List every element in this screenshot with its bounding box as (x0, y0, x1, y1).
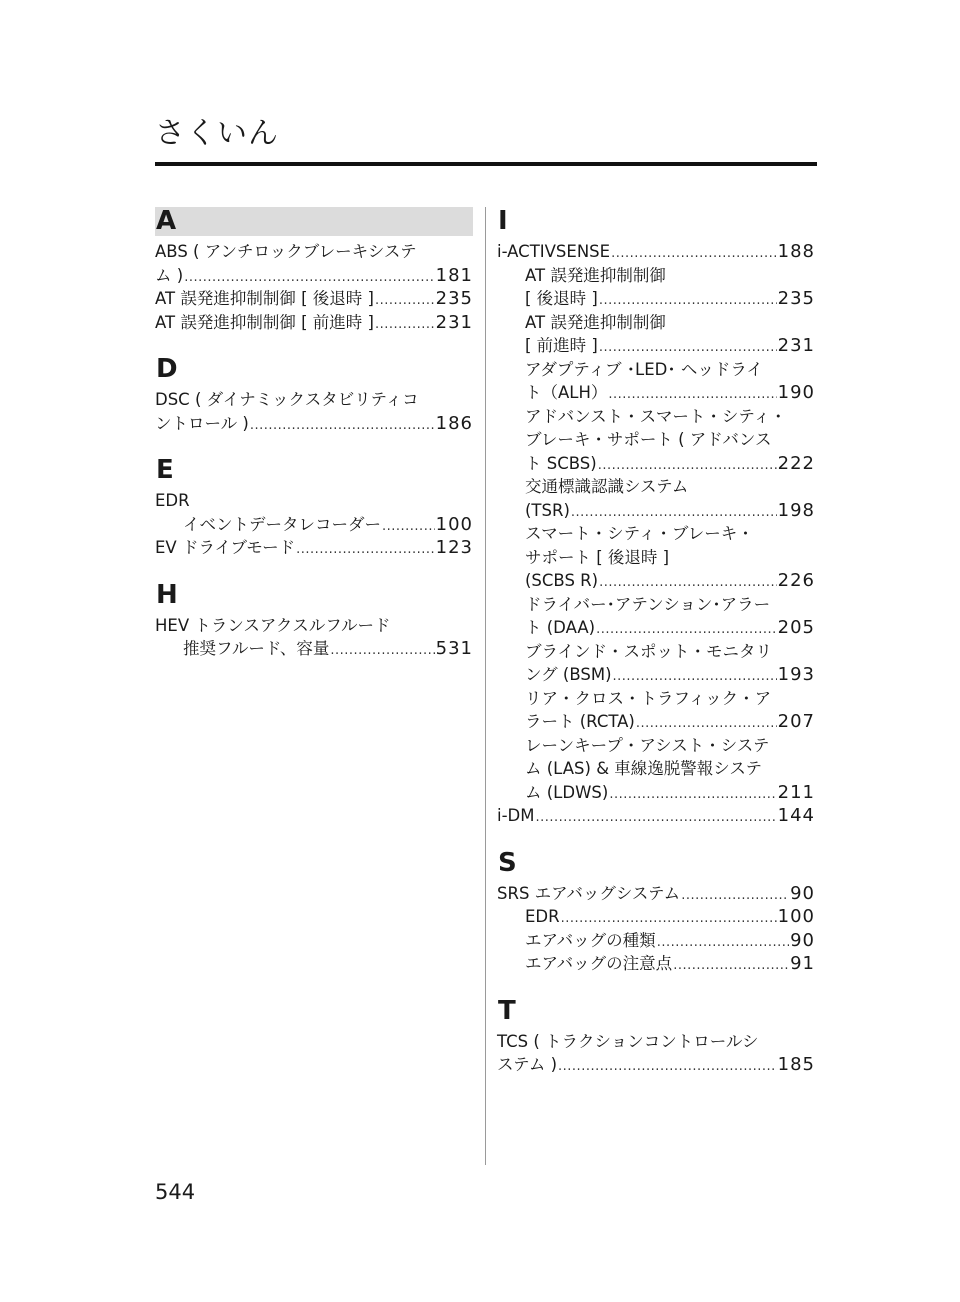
entry-text: イベントデータレコーダー (183, 514, 381, 534)
section-gap (497, 976, 815, 997)
page-title: さくいん (155, 116, 279, 151)
entry-text: アダプティブ ･LED･ ヘッドライ (525, 359, 763, 379)
entry-page-number[interactable]: 222 (777, 452, 815, 474)
entry-text: AT 誤発進抑制制御 (525, 312, 666, 332)
entry-page-number[interactable]: 198 (777, 499, 815, 521)
index-entry[interactable] (497, 905, 815, 929)
entry-line (525, 499, 815, 523)
entry-line (525, 381, 815, 405)
entry-line (525, 264, 815, 288)
entry-text: EDR (525, 907, 560, 926)
dot-leader (557, 1055, 777, 1079)
entry-line (525, 428, 815, 452)
section-header (155, 456, 473, 485)
index-entry[interactable] (497, 640, 815, 687)
entry-page-number[interactable]: 231 (435, 311, 473, 333)
entry-text: ム ) (155, 265, 184, 285)
entry-page-number[interactable]: 100 (777, 906, 815, 927)
index-entry[interactable] (155, 287, 473, 311)
index-entry[interactable] (497, 240, 815, 264)
index-section (155, 456, 473, 560)
entry-line (525, 663, 815, 687)
entry-text: サポート [ 後退時 ] (525, 547, 670, 567)
entry-text: ブレーキ・サポート ( アドバンス (525, 430, 772, 449)
entry-line (155, 388, 473, 412)
index-entry[interactable] (155, 489, 473, 513)
dot-leader (610, 242, 777, 266)
index-entry[interactable] (155, 637, 473, 661)
entry-text: EV ドライブモード (155, 538, 296, 557)
entry-page-number[interactable]: 235 (777, 288, 815, 309)
index-entry[interactable] (497, 882, 815, 906)
entry-line (525, 358, 815, 382)
entry-text: AT 誤発進抑制制御 [ 前進時 ] (155, 312, 374, 332)
index-entry[interactable] (497, 1030, 815, 1077)
entry-line (183, 513, 473, 537)
entry-line (525, 734, 815, 758)
index-section (497, 207, 815, 828)
entry-text: ントロール ) (155, 413, 249, 433)
entry-text: [ 後退時 ] (525, 289, 598, 308)
entry-text: ABS ( アンチロックブレーキシステ (155, 242, 417, 261)
dot-leader (570, 501, 777, 525)
entry-page-number[interactable]: 90 (790, 929, 815, 951)
dot-leader (656, 931, 789, 955)
entry-page-number[interactable]: 181 (435, 264, 473, 286)
entry-page-number[interactable]: 211 (777, 781, 815, 803)
index-entry[interactable] (497, 734, 815, 805)
entry-text: i-DM (497, 806, 535, 825)
dot-leader (672, 954, 789, 978)
dot-leader (598, 336, 777, 360)
dot-leader (612, 665, 777, 689)
entry-line (525, 781, 815, 805)
entry-line (525, 287, 815, 311)
entry-text: ト（ALH） (525, 383, 608, 402)
entry-page-number[interactable]: 205 (777, 617, 815, 638)
dot-leader (295, 538, 434, 562)
section-letter: D (156, 354, 178, 384)
column-divider (485, 207, 486, 1165)
section-letter: E (156, 455, 174, 485)
title-rule (155, 162, 817, 166)
entry-page-number[interactable]: 190 (777, 382, 815, 403)
entry-text: DSC ( ダイナミックスタビリティコ (155, 390, 419, 409)
dot-leader (680, 884, 789, 908)
index-entry[interactable] (155, 536, 473, 560)
entry-page-number[interactable]: 531 (435, 638, 473, 659)
section-letter: S (498, 847, 517, 878)
dot-leader (374, 313, 435, 337)
index-section (497, 849, 815, 976)
dot-leader (608, 783, 776, 807)
entry-line (525, 905, 815, 929)
entry-line (525, 640, 815, 664)
entry-line (183, 637, 473, 661)
index-section (155, 581, 473, 661)
entry-page-number[interactable]: 144 (777, 805, 815, 826)
index-entry[interactable] (497, 593, 815, 640)
entry-line (525, 522, 815, 546)
dot-leader (607, 383, 776, 407)
entry-text: スマート・シティ・ブレーキ・ (525, 524, 754, 543)
entry-line (155, 287, 473, 311)
entry-text: アドバンスト・スマート・シティ・ (525, 406, 787, 426)
dot-leader (597, 454, 777, 478)
entry-page-number[interactable]: 90 (790, 882, 815, 904)
entry-line (155, 311, 473, 335)
entry-text: 交通標識認識システム (525, 477, 689, 496)
section-header (497, 207, 815, 236)
entry-text: AT 誤発進抑制制御 [ 後退時 ] (155, 289, 374, 308)
entry-text: エアバッグの注意点 (525, 954, 673, 973)
entry-line (155, 264, 473, 288)
index-entry[interactable] (497, 264, 815, 311)
section-header (155, 581, 473, 610)
entry-line (525, 569, 815, 593)
entry-text: AT 誤発進抑制制御 (525, 265, 666, 285)
entry-line (525, 929, 815, 953)
entry-page-number[interactable]: 188 (777, 241, 815, 262)
entry-text: TCS ( トラクションコントロールシ (497, 1031, 759, 1051)
index-entry[interactable] (497, 929, 815, 953)
index-entry[interactable] (497, 804, 815, 828)
index-entry[interactable] (497, 358, 815, 405)
index-entry[interactable] (155, 311, 473, 335)
index-section (155, 355, 473, 435)
index-entry[interactable] (497, 311, 815, 358)
section-letter: T (498, 995, 516, 1026)
entry-text: ム (LAS) & 車線逸脱警報システ (525, 759, 762, 778)
index-entry[interactable] (155, 513, 473, 537)
entry-text: ム (LDWS) (525, 782, 609, 802)
entry-text: [ 前進時 ] (525, 336, 598, 355)
entry-line (525, 475, 815, 499)
dot-leader (534, 806, 776, 830)
entry-line (525, 405, 815, 429)
section-gap (155, 334, 473, 355)
entry-text: ト SCBS) (525, 453, 597, 473)
index-section (497, 997, 815, 1077)
section-letter: I (498, 206, 508, 236)
entry-line (155, 614, 473, 638)
index-section (155, 207, 473, 334)
section-letter: H (156, 579, 178, 610)
dot-leader (249, 414, 435, 438)
entry-line (525, 593, 815, 617)
entry-text: SRS エアバッグシステム (497, 883, 681, 903)
entry-line (155, 412, 473, 436)
entry-line (525, 452, 815, 476)
entry-page-number[interactable]: 185 (777, 1054, 815, 1075)
entry-line (525, 710, 815, 734)
entry-line (525, 687, 815, 711)
dot-leader (598, 571, 777, 595)
entry-text: i-ACTIVSENSE (497, 242, 611, 261)
entry-text: (TSR) (525, 500, 570, 520)
entry-text: ブラインド・スポット・モニタリ (525, 641, 773, 661)
index-entry[interactable] (155, 388, 473, 435)
entry-line (497, 1030, 815, 1054)
index-entry[interactable] (497, 952, 815, 976)
index-entry[interactable] (497, 475, 815, 522)
index-entry[interactable] (497, 405, 815, 476)
entry-text: ラート (RCTA) (525, 712, 635, 731)
section-header (497, 997, 815, 1026)
section-gap (497, 828, 815, 849)
entry-text: リア・クロス・トラフィック・ア (525, 688, 772, 708)
entry-line (497, 804, 815, 828)
entry-page-number[interactable]: 207 (777, 711, 815, 732)
dot-leader (598, 289, 777, 313)
entry-page-number[interactable]: 100 (435, 513, 473, 535)
entry-text: ング (BSM) (525, 665, 612, 684)
dot-leader (560, 907, 777, 931)
dot-leader (329, 639, 434, 663)
index-column-right (497, 207, 815, 1077)
entry-text: エアバッグの種類 (525, 930, 656, 950)
entry-line (155, 536, 473, 560)
dot-leader (635, 712, 777, 736)
entry-text: (SCBS R) (525, 571, 599, 590)
dot-leader (374, 289, 435, 313)
index-column-left (155, 207, 473, 661)
entry-page-number[interactable]: 123 (435, 537, 473, 558)
section-header (155, 207, 473, 236)
entry-line (525, 757, 815, 781)
entry-text: EDR (155, 491, 190, 510)
dot-leader (595, 618, 777, 642)
entry-page-number[interactable]: 235 (435, 288, 473, 309)
index-entry[interactable] (497, 522, 815, 593)
entry-page-number[interactable]: 226 (777, 570, 815, 591)
entry-line (497, 1053, 815, 1077)
entry-page-number[interactable]: 231 (777, 335, 815, 356)
entry-page-number[interactable]: 186 (435, 412, 473, 434)
entry-text: ト (DAA) (525, 618, 596, 637)
entry-line (497, 240, 815, 264)
section-gap (155, 560, 473, 581)
section-header (155, 355, 473, 384)
entry-line (497, 882, 815, 906)
entry-page-number[interactable]: 91 (790, 953, 815, 974)
entry-page-number[interactable]: 193 (777, 664, 815, 685)
entry-line (525, 952, 815, 976)
entry-text: 推奨フルード、容量 (183, 639, 330, 658)
page-number: 544 (155, 1180, 196, 1204)
entry-line (525, 334, 815, 358)
index-entry[interactable] (497, 687, 815, 734)
entry-text: ステム ) (497, 1055, 558, 1074)
entry-text: HEV トランスアクスルフルード (155, 615, 391, 635)
dot-leader (183, 266, 434, 290)
entry-line (155, 240, 473, 264)
index-entry[interactable] (155, 240, 473, 287)
index-entry[interactable] (155, 614, 473, 638)
section-gap (155, 435, 473, 456)
entry-line (155, 489, 473, 513)
entry-text: レーンキープ・アシスト・システ (525, 735, 770, 755)
entry-line (525, 616, 815, 640)
entry-line (525, 546, 815, 570)
section-header (497, 849, 815, 878)
dot-leader (381, 515, 435, 539)
entry-text: ドライバー･アテンション･アラー (525, 594, 771, 614)
section-letter: A (156, 206, 177, 236)
entry-line (525, 311, 815, 335)
